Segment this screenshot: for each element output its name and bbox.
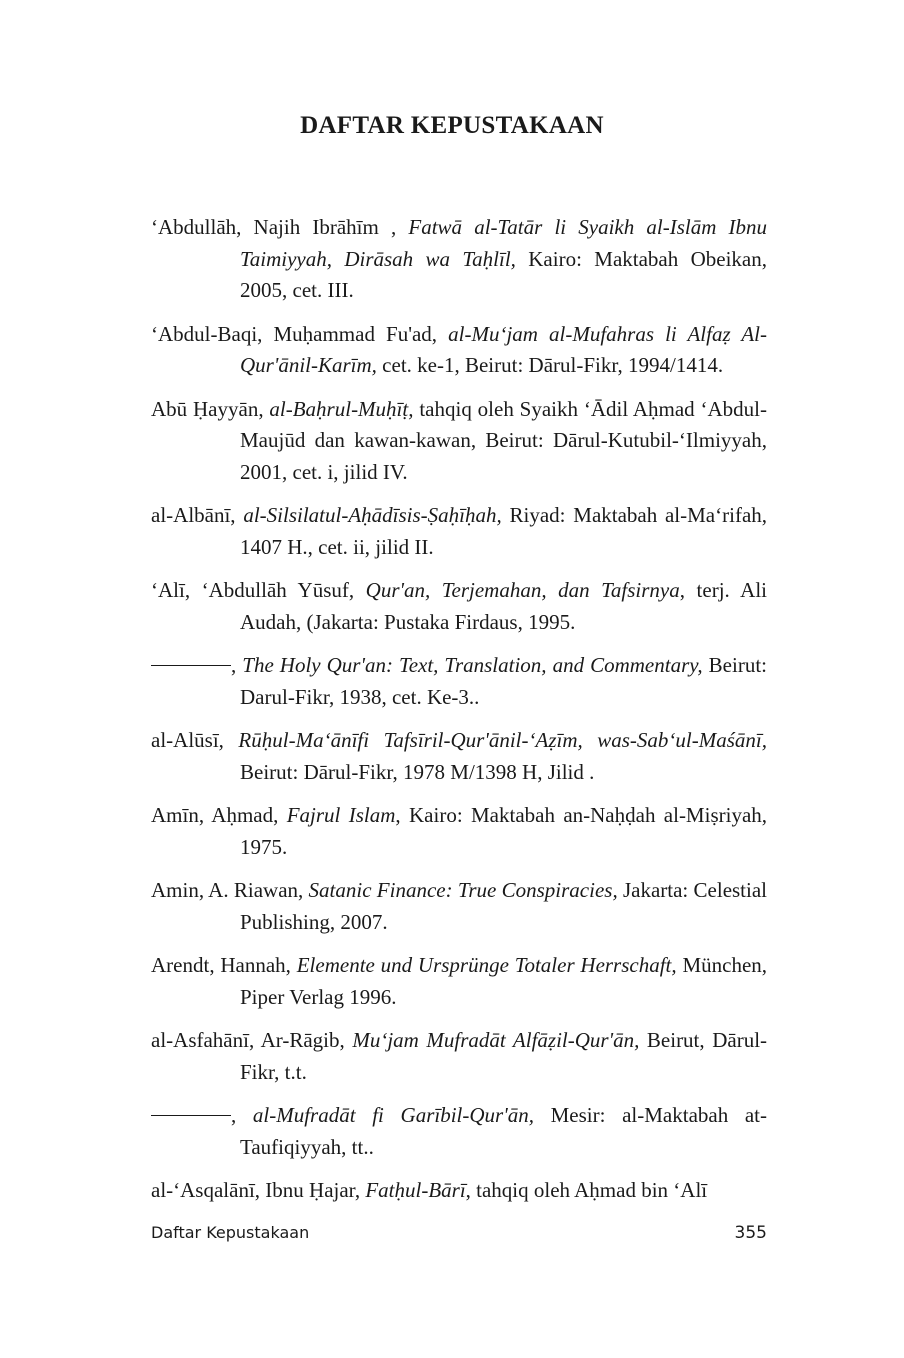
- entry-title: Qur'an, Terjemahan, dan Tafsirnya: [365, 578, 680, 602]
- bibliography-entry: [151, 650, 767, 713]
- entry-publication: Kairo: Maktabah Obeikan, 2005, cet. III.: [240, 246, 767, 302]
- entry-author: ,: [231, 1103, 237, 1127]
- entry-author: ,: [231, 653, 237, 677]
- bibliography-entry: [151, 1025, 767, 1088]
- entry-publication: Beirut, Dārul-Fikr, t.t.: [240, 1028, 768, 1084]
- entry-title: Satanic Finance: True Conspiracies,: [308, 878, 618, 902]
- entry-title: al-Mu‘jam al-Mufahras li Alfaẓ Al-Qur'ānil-Karīm,: [240, 321, 767, 377]
- entry-publication: Riyad: Maktabah al-Ma‘rifah, 1407 H., cet. ii, jilid II.: [240, 503, 768, 559]
- entry-publication: Beirut: Darul-Fikr, 1938, cet. Ke-3..: [240, 653, 767, 709]
- page-title: DAFTAR KEPUSTAKAAN: [300, 112, 604, 139]
- entry-publication: Beirut: Dārul-Fikr, 1978 M/1398 H, Jilid .: [240, 759, 595, 784]
- page-number: 355: [734, 1223, 767, 1243]
- same-author-dash: [151, 665, 231, 666]
- entry-publication: Jakarta: Celestial Publishing, 2007.: [240, 878, 768, 934]
- entry-author: Amīn, Aḥmad,: [151, 803, 279, 827]
- entry-title: al-Silsilatul-Aḥādīsis-Ṣaḥīḥah,: [243, 503, 502, 527]
- bibliography-entry: [151, 1175, 767, 1207]
- entry-publication: München, Piper Verlag 1996.: [240, 953, 768, 1009]
- bibliography-entry: [151, 725, 767, 788]
- entry-publication: , terj. Ali Audah, (Jakarta: Pustaka Firdaus, 1995.: [240, 578, 768, 634]
- bibliography-list: [151, 212, 767, 1219]
- same-author-dash: [151, 1115, 231, 1116]
- entry-author: al-Asfahānī, Ar-Rāgib,: [151, 1028, 345, 1052]
- entry-title: al-Mufradāt fi Garībil-Qur'ān,: [252, 1103, 534, 1127]
- entry-author: ‘Abdul-Baqi, Muḥammad Fu'ad,: [151, 321, 438, 346]
- bibliography-entry: [151, 319, 767, 382]
- entry-title: Fajrul Islam: [286, 803, 396, 827]
- entry-publication: , Kairo: Maktabah an-Naḥḍah al-Miṣriyah, 1975.: [240, 803, 768, 859]
- bibliography-entry: [151, 500, 767, 563]
- entry-title: Mu‘jam Mufradāt Alfāẓil-Qur'ān,: [352, 1028, 640, 1052]
- bibliography-entry: [151, 800, 767, 863]
- bibliography-entry: [151, 575, 767, 638]
- bibliography-entry: [151, 1100, 767, 1163]
- entry-author: ‘Alī, ‘Abdullāh Yūsuf,: [151, 578, 355, 602]
- entry-title: Elemente und Ursprünge Totaler Herrschaft,: [296, 953, 677, 977]
- entry-publication: tahqiq oleh Syaikh ‘Ādil Aḥmad ‘Abdul-Maujūd dan kawan-kawan, Beirut: Dārul-Kutubil-‘Ilmiyyah, 2001, cet. i, jilid IV.: [240, 396, 767, 484]
- entry-publication: Mesir: al-Maktabah at-Taufiqiyyah, tt..: [240, 1103, 768, 1159]
- entry-author: al-‘Asqalānī, Ibnu Ḥajar,: [151, 1178, 361, 1202]
- entry-author: al-Albānī,: [151, 503, 236, 527]
- bibliography-entry: [151, 950, 767, 1013]
- entry-title: Fatwā al-Tatār li Syaikh al-Islām Ibnu Taimiyyah, Dirāsah wa Taḥlīl,: [240, 215, 768, 271]
- bibliography-entry: [151, 394, 767, 489]
- entry-author: Arendt, Hannah,: [151, 953, 291, 977]
- entry-publication: , tahqiq oleh Aḥmad bin ‘Alī: [465, 1178, 708, 1202]
- entry-title: Rūḥul-Ma‘ānīfi Tafsīril-Qur'ānil-‘Aẓīm, was-Sab‘ul-Maśānī,: [238, 728, 767, 752]
- entry-title: al-Baḥrul-Muḥīṭ,: [269, 396, 414, 421]
- entry-author: Amin, A. Riawan,: [151, 878, 304, 902]
- bibliography-entry: [151, 875, 767, 938]
- entry-author: ‘Abdullāh, Najih Ibrāhīm ,: [151, 215, 397, 239]
- entry-title: The Holy Qur'an: Text, Translation, and Commentary,: [242, 653, 703, 677]
- entry-publication: cet. ke-1, Beirut: Dārul-Fikr, 1994/1414.: [382, 353, 724, 377]
- running-footer: Daftar Kepustakaan: [151, 1223, 310, 1242]
- entry-title: Fatḥul-Bārī: [365, 1178, 466, 1202]
- entry-author: Abū Ḥayyān,: [151, 396, 264, 421]
- bibliography-entry: [151, 212, 767, 307]
- entry-author: al-Alūsī,: [151, 728, 224, 752]
